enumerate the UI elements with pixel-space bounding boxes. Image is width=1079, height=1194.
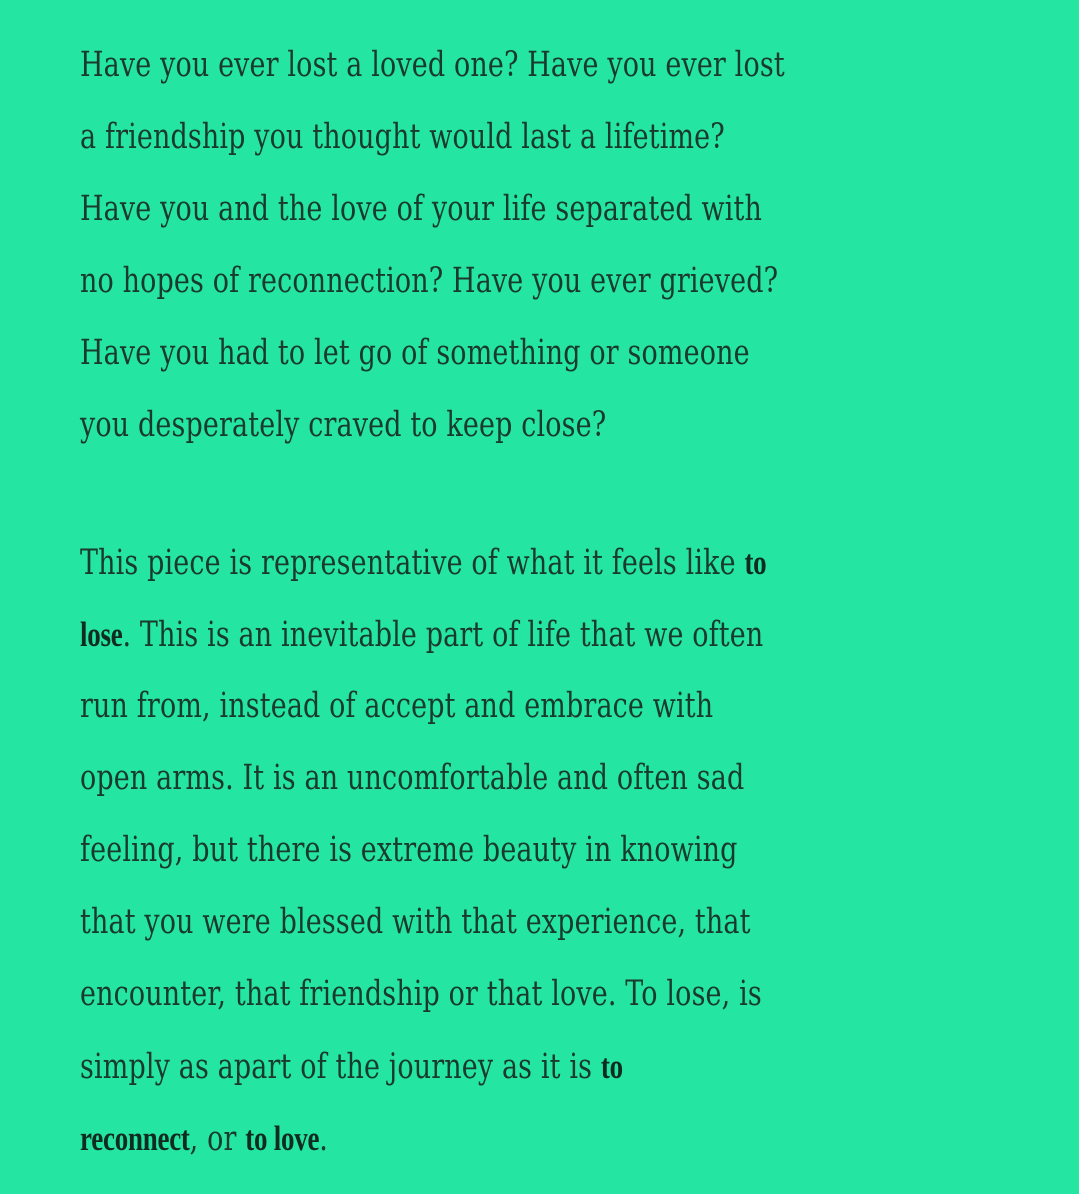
bold-phrase: to	[600, 1047, 623, 1086]
text-line	[80, 974, 966, 1014]
text-segment: This piece is representative of what it feels like	[80, 543, 745, 583]
text-segment: .	[319, 1119, 328, 1159]
text-segment: open arms. It is an uncomfortable and often sad	[80, 758, 745, 798]
bold-phrase: to love	[245, 1119, 320, 1158]
text-segment: run from, instead of accept and embrace with	[80, 686, 714, 726]
line-scaler	[80, 1121, 328, 1157]
text-line	[80, 686, 902, 726]
line-scaler	[80, 545, 766, 581]
text-segment: feeling, but there is extreme beauty in knowing	[80, 830, 738, 870]
text-segment: encounter, that friendship or that love. To lose, is	[80, 974, 762, 1014]
line-scaler	[80, 1049, 623, 1085]
text-segment: you desperately craved to keep close?	[80, 405, 607, 445]
line-scaler	[80, 617, 763, 653]
text-segment: Have you ever lost a loved one? Have you ever lost	[80, 45, 785, 85]
text-segment: . This is an inevitable part of life that we often	[122, 615, 764, 655]
text-segment: simply as apart of the journey as it is	[80, 1047, 601, 1087]
text-line	[80, 333, 950, 373]
bold-phrase: lose	[80, 615, 123, 654]
bold-phrase: reconnect	[80, 1119, 190, 1158]
text-line	[80, 545, 971, 581]
bold-phrase: to	[744, 543, 767, 582]
text-line	[80, 1049, 785, 1085]
text-line	[80, 617, 968, 653]
text-line	[80, 117, 918, 157]
text-line	[80, 830, 934, 870]
text-segment: Have you had to let go of something or someone	[80, 333, 750, 373]
text-segment: a friendship you thought would last a lifetime?	[80, 117, 725, 157]
text-segment: that you were blessed with that experience, that	[80, 902, 751, 942]
text-line	[80, 189, 966, 229]
text-line	[80, 758, 943, 798]
text-segment: no hopes of reconnection? Have you ever grieved?	[80, 261, 779, 301]
text-line	[80, 45, 995, 85]
text-line	[80, 902, 951, 942]
text-segment: Have you and the love of your life separated with	[80, 189, 763, 229]
text-line	[80, 405, 764, 445]
text-line	[80, 261, 987, 301]
text-line	[80, 1121, 402, 1157]
text-segment: , or	[189, 1119, 246, 1159]
